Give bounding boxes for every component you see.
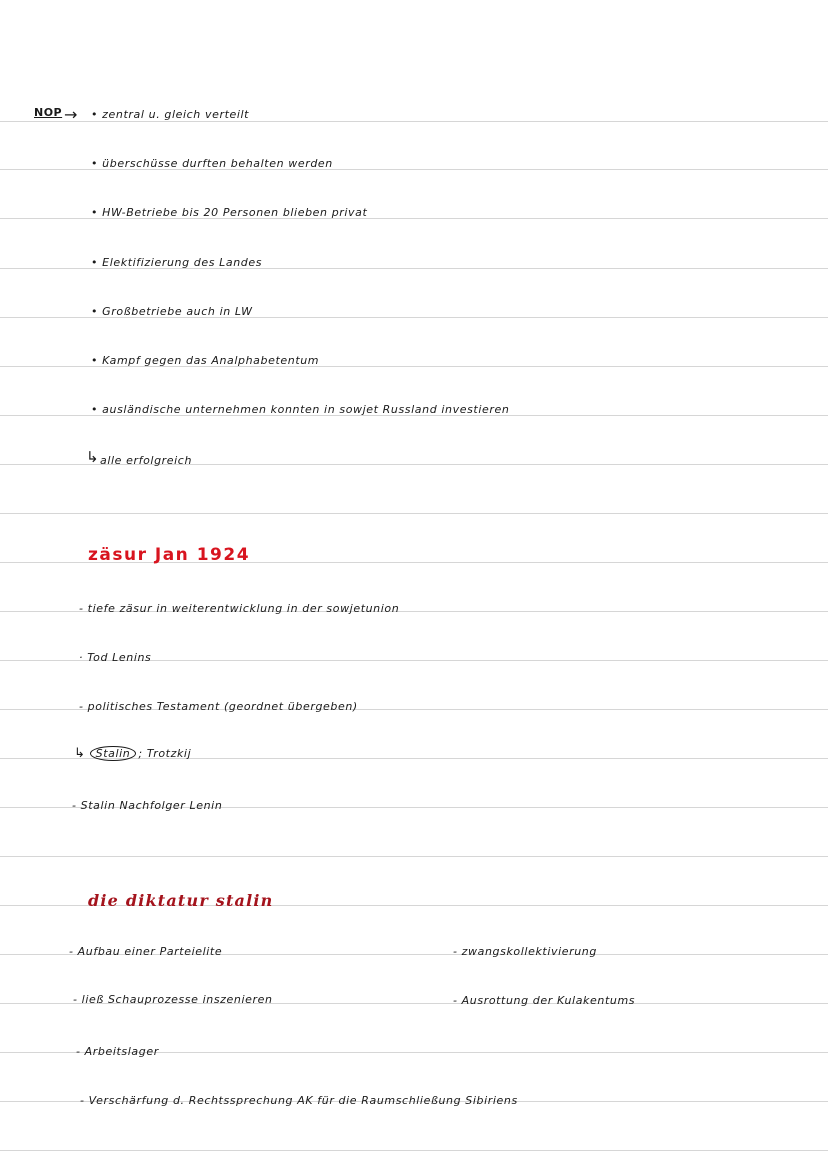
diktatur-left-item: - ließ Schauprozesse inszenieren xyxy=(73,993,273,1006)
nop-item: • HW-Betriebe bis 20 Personen blieben privat xyxy=(91,206,368,219)
result-arrow-icon: ↳ xyxy=(86,448,100,466)
nop-item: • zentral u. gleich verteilt xyxy=(91,108,250,121)
nop-item: • überschüsse durften behalten werden xyxy=(91,157,333,170)
nop-item: • Kampf gegen das Analphabetentum xyxy=(91,354,320,367)
diktatur-left-item: - Aufbau einer Parteielite xyxy=(69,945,223,958)
nop-arrow-icon: → xyxy=(64,105,79,124)
zaesur-item: - Stalin Nachfolger Lenin xyxy=(72,799,223,812)
nop-item: • Elektifizierung des Landes xyxy=(91,256,263,269)
zaesur-item: - politisches Testament (geordnet übergeben) xyxy=(79,700,358,713)
successor-arrow-icon: ↳ xyxy=(74,746,86,761)
zaesur-item: - tiefe zäsur in weiterentwicklung in der sowjetunion xyxy=(79,602,400,615)
trotzkij-text: ; Trotzkij xyxy=(138,747,192,760)
ruled-line xyxy=(0,1150,828,1151)
successor-line xyxy=(74,746,191,761)
diktatur-left-item: - Arbeitslager xyxy=(76,1045,159,1058)
circled-stalin: Stalin xyxy=(90,746,137,761)
nop-item: • Großbetriebe auch in LW xyxy=(91,305,253,318)
nop-label: NOP xyxy=(34,106,63,119)
diktatur-left-item: - Verschärfung d. Rechtssprechung AK für die Raumschließung Sibiriens xyxy=(80,1094,518,1107)
ruled-line xyxy=(0,513,828,514)
zaesur-item: · Tod Lenins xyxy=(79,651,152,664)
ruled-line xyxy=(0,856,828,857)
nop-item: • ausländische unternehmen konnten in sowjet Russland investieren xyxy=(91,403,510,416)
nop-result: alle erfolgreich xyxy=(100,454,193,467)
diktatur-right-item: - zwangskollektivierung xyxy=(453,945,597,958)
diktatur-right-item: - Ausrottung der Kulakentums xyxy=(453,994,636,1007)
zaesur-heading: zäsur Jan 1924 xyxy=(88,545,251,565)
ruled-line xyxy=(0,121,828,122)
diktatur-heading: die diktatur stalin xyxy=(88,891,274,910)
